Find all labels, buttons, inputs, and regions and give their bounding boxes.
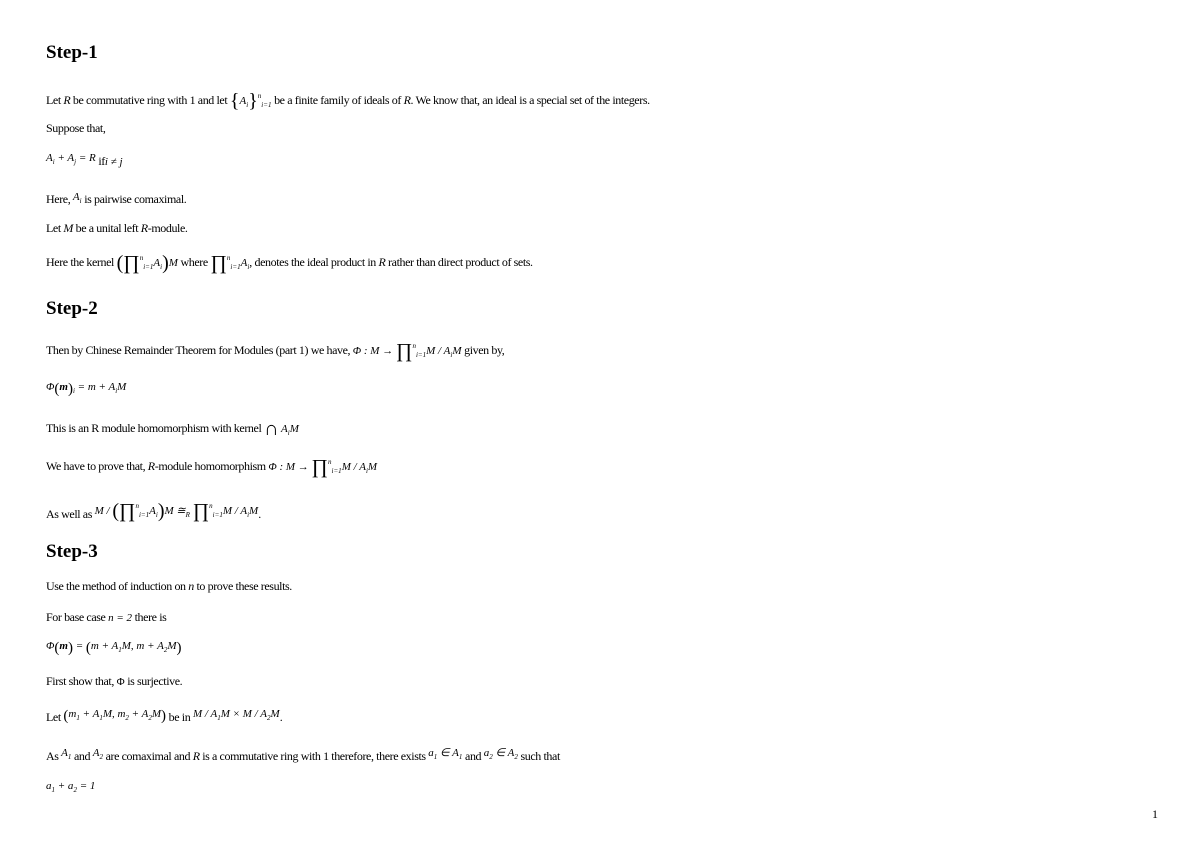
step-3-heading: Step-3 [46,541,98,562]
text: be commutative ring with 1 and let [70,93,230,107]
Ai-math: $A_i$ [72,191,82,205]
text: This is an R module homomorphism with kernel [46,421,262,435]
let-pair-line [46,706,282,725]
iso-math: M / $(\prod^n_{i=1}A_i)M$ $≅_R$ ∏$^n_{i=1}$M / $A_iM$ [94,500,259,522]
text: to prove these results. [193,579,292,593]
text: -module. [147,221,188,235]
text: and [74,749,91,763]
text: Use the method of induction on [46,579,189,593]
a2-in-math: $a_2$ ∈ $A_2$ [483,747,518,761]
math-R: R [140,221,148,235]
step-2-heading: Step-2 [46,298,98,319]
A1-math: $A_1$ [61,747,72,761]
condition-math: $A_i + A_j = R$ [46,152,96,166]
math-R: R [403,93,411,107]
math-R: R [63,93,71,107]
text: . [258,507,261,521]
text: is surjective. [127,674,183,688]
crt-line [46,340,504,363]
condition-line [46,150,123,169]
sum-line [46,778,95,794]
text: Here the kernel [46,255,117,269]
sum-math: $a_1 + a_2 = 1$ [46,780,96,794]
induction-line [46,579,292,594]
text: is pairwise comaximal. [84,192,187,206]
A2-math: $A_2$ [92,747,103,761]
comaximal-line [46,745,560,764]
pairwise-line [46,191,186,207]
family-math: $\{A_i\}^n_{i=1}$ [229,90,272,112]
text: is a commutative ring with 1 therefore, there exists [199,749,426,763]
math-R: R [147,459,155,473]
let-math: ($m_1 + A_1M$, $m_2 + A_2M$) [63,708,167,724]
math-n: n [188,579,194,593]
text: , denotes the ideal product in [249,255,379,269]
math-R: R [192,749,200,763]
text: First show that, [46,674,114,688]
kernel-line [46,252,533,275]
let-set-math: $M / A_1M \times M / A_2M$ [192,708,280,722]
kernel-math: $(\prod^n_{i=1}A_i)M$ [116,252,178,274]
hom-math: ∩ $A_iM$ [264,418,299,440]
a1-in-math: $a_1$ ∈ $A_1$ [428,747,463,761]
prove-line [46,456,377,479]
text: As well as [46,507,92,521]
prove-math: Φ : M → ∏$^n_{i=1}$M / $A_iM$ [268,456,378,478]
phi-m-line [46,638,182,657]
text: Here, [46,192,73,206]
text: -module homomorphism [154,459,266,473]
text: Let [46,93,64,107]
phi-m-math: $\Phi(m) = (m + A_1M$, $m + A_2M$) [46,640,182,656]
phi-math: Φ [116,676,125,688]
suppose-line: Suppose that, [46,121,106,135]
text: and [465,749,482,763]
base-math: n = 2 [108,612,132,624]
text: We have to prove that, [46,459,148,473]
math-R: R [378,255,386,269]
base-case-line [46,610,166,625]
text: For base case [46,610,106,624]
text: As [46,749,59,763]
hom-line [46,418,299,441]
module-line [46,221,188,236]
text: where [180,255,208,269]
text: be in [168,710,191,724]
text: be a unital left [73,221,141,235]
text: rather than direct product of sets. [385,255,533,269]
text: such that [520,749,560,763]
text: there is [134,610,167,624]
page-number: 1 [1152,807,1158,821]
text: Let [46,710,61,724]
prod-math: $\prod^n_{i=1}A_i$ [210,252,250,274]
surjective-line [46,674,182,689]
text: be a finite family of ideals of [274,93,404,107]
phi-map-math: Φ : M → ∏$^n_{i=1}$M / $A_iM$ [352,340,462,362]
phi-def-line [46,379,126,398]
iso-line [46,500,261,523]
text: given by, [464,343,505,357]
phi-def-math: $\Phi(m)_i = m + A_iM$ [46,381,127,397]
condition2-math: i ≠ j [104,156,123,168]
text: Then by Chinese Remainder Theorem for Modules (part 1) we have, [46,343,351,357]
text: . [279,710,283,724]
step-1-line-1 [46,90,650,113]
text: Let [46,221,64,235]
text: if [98,154,105,168]
text: . We know that, an ideal is a special set of the integers. [410,93,650,107]
step-1-heading: Step-1 [46,42,98,63]
text: are comaximal and [102,749,193,763]
math-M: M [63,221,73,235]
